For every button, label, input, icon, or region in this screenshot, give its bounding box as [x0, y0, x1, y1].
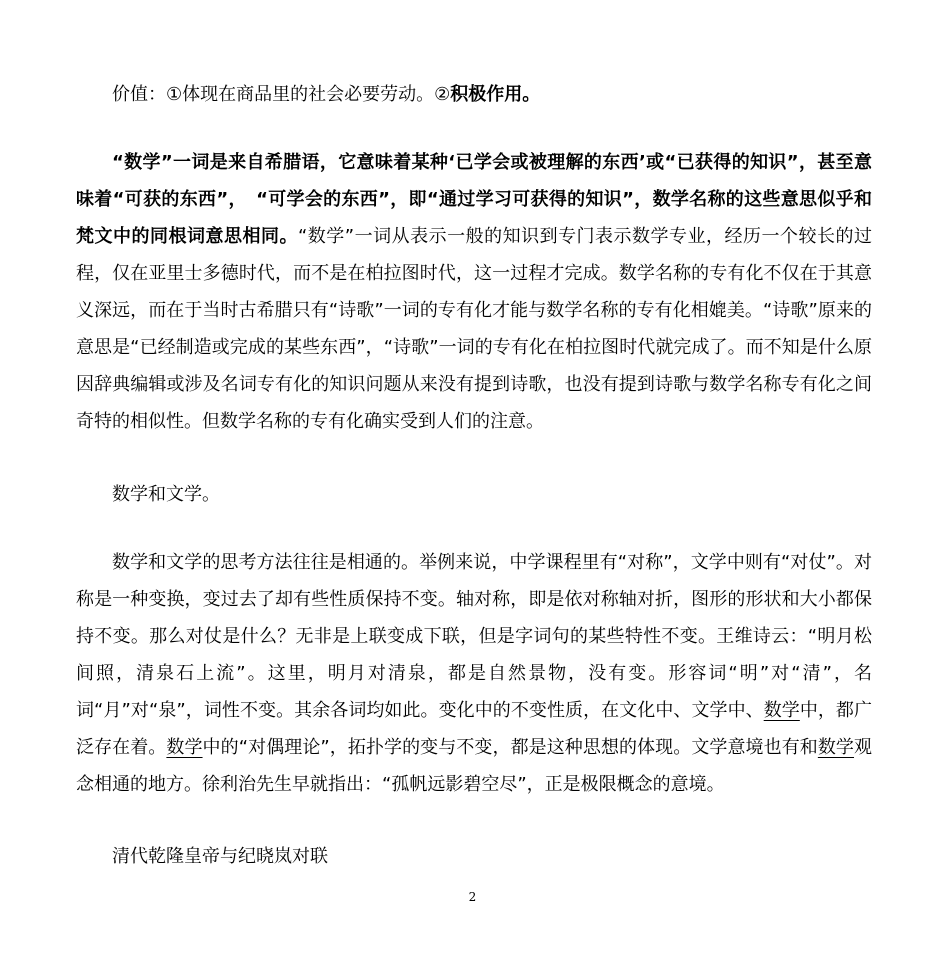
- etymology-bold-text: “数学”一词是来自希腊语，它意味着某种‘已学会或被理解的东西’或“已获得的知识”，甚至意味着“可获的东西”， “可学会的东西”，即“通过学习可获得的知识”，数学名称的这些意思似乎和梵文中的同根词意思相同。: [76, 152, 872, 247]
- paragraph-math-literature: [76, 544, 872, 803]
- value-text: 价值：①体现在商品里的社会必要劳动。②: [112, 84, 451, 105]
- math-lit-text-1: 数学和文学的思考方法往往是相通的。举例来说，中学课程里有“对称”，文学中则有“对仗”。对称是一种变换，变过去了却有些性质保持不变。轴对称，即是依对称轴对折，图形的形状和大小都保持不变。那么对仗是什么？无非是上联变成下联，但是字词句的某些特性不变。王维诗云：“明月松间照，清泉石上流”。这里，明月对清泉，都是自然景物，没有变。形容词“明”对“清”，名词“月”对“泉”，词性不变。其余各词均如此。变化中的不变性质，在文化中、文学中、: [76, 552, 872, 721]
- paragraph-math-etymology: [76, 144, 872, 440]
- math-lit-text-3: 中的“对偶理论”，拓扑学的变与不变，都是这种思想的体现。文学意境也有和: [202, 737, 818, 758]
- underlined-term-math-1: 数学: [763, 700, 800, 721]
- paragraph-value: [76, 76, 872, 113]
- value-bold-text: 积极作用。: [450, 84, 541, 105]
- heading-math-and-literature: 数学和文学。: [112, 484, 220, 505]
- underlined-term-math-3: 数学: [817, 737, 855, 758]
- heading-qianlong-couplet: 清代乾隆皇帝与纪晓岚对联: [112, 846, 328, 867]
- etymology-text: “数学”一词从表示一般的知识到专门表示数学专业，经历一个较长的过程，仅在亚里士多德时代，而不是在柏拉图时代，这一过程才完成。数学名称的专有化不仅在于其意义深远，而在于当时古希腊只有“诗歌”一词的专有化才能与数学名称的专有化相媲美。“诗歌”原来的意思是“已经制造或完成的某些东西”，“诗歌”一词的专有化在柏拉图时代就完成了。而不知是什么原因辞典编辑或涉及名词专有化的知识问题从来没有提到诗歌，也没有提到诗歌与数学名称专有化之间奇特的相似性。但数学名称的专有化确实受到人们的注意。: [76, 226, 873, 432]
- page-number: 2: [468, 890, 477, 904]
- math-lit-text-4: 观念相通的地方。徐利治先生早就指出：“孤帆远影碧空尽”，正是极限概念的意境。: [76, 737, 873, 795]
- math-lit-text-2: 中，都广泛存在着。: [76, 700, 872, 758]
- underlined-term-math-2: 数学: [166, 737, 203, 758]
